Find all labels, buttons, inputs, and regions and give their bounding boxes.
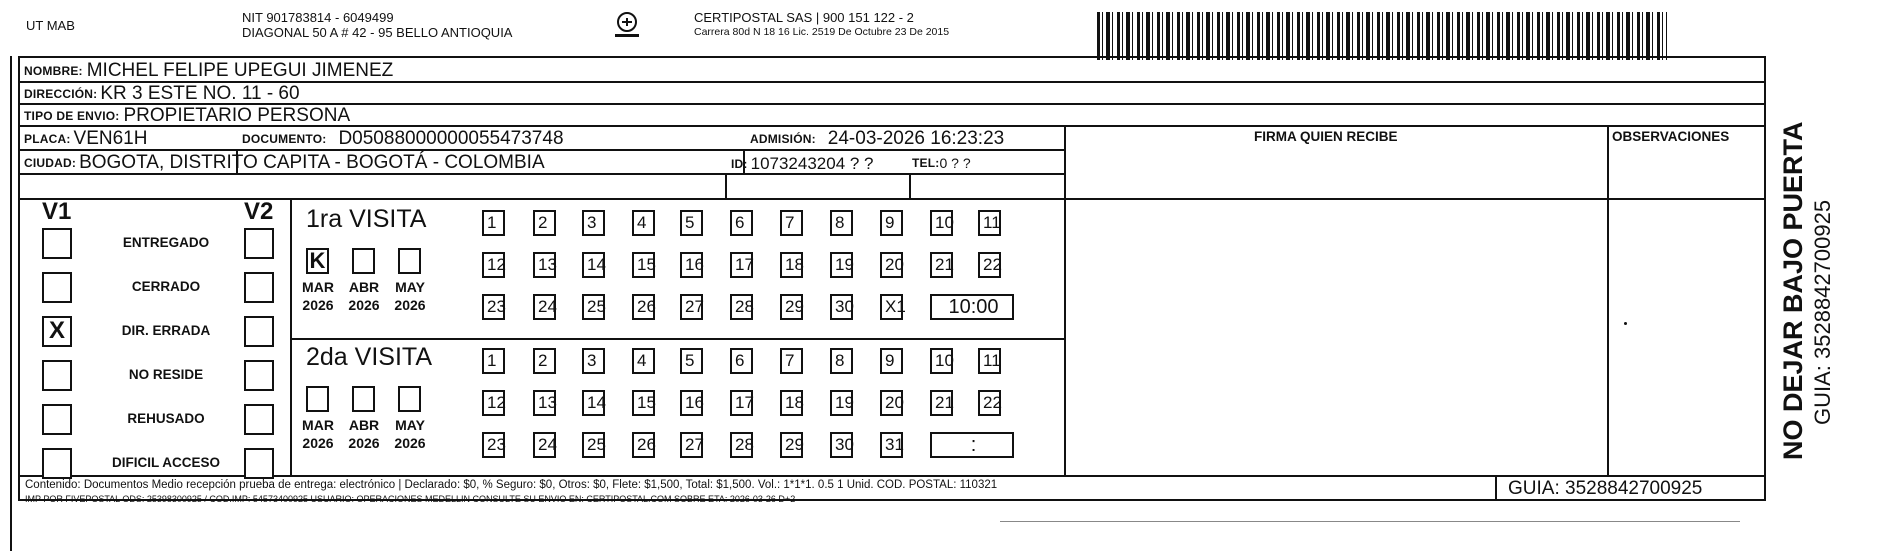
second-visit-day-box[interactable]: 26 — [632, 432, 655, 458]
license: Carrera 80d N 18 16 Lic. 2519 De Octubre 23 De 2015 — [694, 26, 950, 38]
v1-checkbox[interactable]: X — [42, 316, 72, 347]
second-visit-day-box[interactable]: 31 — [880, 432, 903, 458]
first-visit-day-box[interactable]: 23 — [482, 294, 505, 320]
direccion-label: DIRECCIÓN: — [24, 87, 98, 101]
admision-value: 24-03-2026 16:23:23 — [827, 128, 1005, 149]
first-visit-day-box[interactable]: X1 — [880, 294, 903, 320]
second-visit-month-label: MAR 2026 — [302, 417, 334, 451]
footer-content: Contenido: Documentos Medio recepción prueba de entrega: electrónico | Declarado: $0, % Seguro: $0, Otros: $0, Flete: $1,500, Total: $1,500. Vol.: 1*1*1. 0.5 1 Unid. COD. POSTAL: 110321 — [25, 479, 998, 491]
first-visit-day-box[interactable]: 17 — [730, 252, 753, 278]
v2-checkbox[interactable] — [244, 228, 274, 259]
second-visit-month-checkbox[interactable] — [352, 386, 375, 412]
second-visit-day-box[interactable]: 8 — [830, 348, 853, 374]
second-visit-time-box[interactable]: : — [930, 432, 1014, 458]
v1-label: V1 — [42, 198, 72, 225]
tel-row — [912, 155, 971, 171]
documento-label: DOCUMENTO: — [242, 132, 327, 146]
first-visit-day-box[interactable]: 19 — [830, 252, 853, 278]
first-visit-day-box[interactable]: 6 — [730, 210, 753, 236]
first-visit-day-box[interactable]: 20 — [880, 252, 903, 278]
nit: NIT 901783814 - 6049499 — [242, 10, 394, 25]
side-guia: GUIA: 3528842700925 — [1810, 199, 1835, 425]
second-visit-day-box[interactable]: 9 — [880, 348, 903, 374]
second-visit-day-box[interactable]: 17 — [730, 390, 753, 416]
first-visit-day-box[interactable]: 21 — [930, 252, 953, 278]
second-visit-day-box[interactable]: 20 — [880, 390, 903, 416]
ciudad-value: BOGOTA, DISTRITO CAPITA - BOGOTÁ - COLOMBIA — [79, 152, 545, 173]
first-visit-month-label: MAY 2026 — [394, 279, 426, 313]
placa-value: VEN61H — [73, 128, 148, 149]
id-value: 1073243204 ? ? — [750, 154, 874, 173]
first-visit-month-checkbox[interactable] — [352, 248, 375, 274]
v1-checkbox[interactable] — [42, 404, 72, 435]
firma-header: FIRMA QUIEN RECIBE — [1254, 129, 1398, 144]
nombre-label: NOMBRE: — [24, 64, 83, 78]
second-visit-day-box[interactable]: 19 — [830, 390, 853, 416]
second-visit-day-box[interactable]: 25 — [582, 432, 605, 458]
observaciones-header: OBSERVACIONES — [1612, 129, 1730, 144]
direccion-value: KR 3 ESTE NO. 11 - 60 — [100, 83, 300, 104]
certipostal-logo-icon — [612, 9, 642, 39]
v2-checkbox[interactable] — [244, 360, 274, 391]
tel-value: 0 ? ? — [939, 155, 971, 171]
first-visit-day-box[interactable]: 13 — [533, 252, 556, 278]
first-visit-day-box[interactable]: 26 — [632, 294, 655, 320]
first-visit-day-box[interactable]: 27 — [680, 294, 703, 320]
first-visit-day-box[interactable]: 2 — [533, 210, 556, 236]
second-visit-day-box[interactable]: 6 — [730, 348, 753, 374]
second-visit-day-box[interactable]: 12 — [482, 390, 505, 416]
first-visit-day-box[interactable]: 28 — [730, 294, 753, 320]
tipo-envio-label: TIPO DE ENVIO: — [24, 109, 120, 123]
second-visit-day-box[interactable]: 3 — [582, 348, 605, 374]
barcode — [1097, 12, 1667, 60]
admision-row — [750, 128, 1004, 150]
first-visit-day-box[interactable]: 24 — [533, 294, 556, 320]
v2-checkbox[interactable] — [244, 316, 274, 347]
first-visit-day-box[interactable]: 22 — [978, 252, 1001, 278]
left-edge — [10, 56, 12, 551]
second-visit-month-checkbox[interactable] — [398, 386, 421, 412]
certipostal-name: CERTIPOSTAL SAS | 900 151 122 - 2 — [694, 10, 914, 25]
first-visit-day-box[interactable]: 3 — [582, 210, 605, 236]
second-visit-day-box[interactable]: 15 — [632, 390, 655, 416]
first-visit-title: 1ra VISITA — [306, 205, 427, 233]
first-visit-day-box[interactable]: 8 — [830, 210, 853, 236]
documento-row — [242, 128, 564, 150]
first-visit-month-checkbox[interactable] — [398, 248, 421, 274]
first-visit-day-box[interactable]: 29 — [780, 294, 803, 320]
first-visit-day-box[interactable]: 10 — [930, 210, 953, 236]
v1-checkbox[interactable] — [42, 360, 72, 391]
nombre-row — [24, 60, 393, 82]
id-label: ID: — [731, 157, 748, 171]
admision-label: ADMISIÓN: — [750, 132, 816, 146]
first-visit-day-box[interactable]: 9 — [880, 210, 903, 236]
second-visit-day-box[interactable]: 27 — [680, 432, 703, 458]
first-visit-day-box[interactable]: 30 — [830, 294, 853, 320]
status-option-label: DIFICIL ACCESO — [111, 455, 220, 470]
v1-checkbox[interactable] — [42, 272, 72, 303]
first-visit-day-box[interactable]: 7 — [780, 210, 803, 236]
id-row — [731, 154, 874, 174]
placa-row — [24, 128, 147, 150]
status-option-label: CERRADO — [131, 279, 201, 294]
first-visit-day-box[interactable]: 5 — [680, 210, 703, 236]
v1-checkbox[interactable] — [42, 228, 72, 259]
second-visit-day-box[interactable]: 14 — [582, 390, 605, 416]
direccion-row — [24, 83, 300, 105]
second-visit-day-box[interactable]: 23 — [482, 432, 505, 458]
second-visit-day-box[interactable]: 10 — [930, 348, 953, 374]
second-visit-day-box[interactable]: 30 — [830, 432, 853, 458]
footer-guia: GUIA: 3528842700925 — [1508, 478, 1703, 499]
v2-checkbox[interactable] — [244, 404, 274, 435]
status-option-label: DIR. ERRADA — [121, 323, 211, 338]
status-option-label: REHUSADO — [127, 411, 205, 426]
second-visit-day-box[interactable]: 13 — [533, 390, 556, 416]
first-visit-day-box[interactable]: 11 — [978, 210, 1001, 236]
sender-address: DIAGONAL 50 A # 42 - 95 BELLO ANTIOQUIA — [242, 25, 513, 40]
second-visit-day-box[interactable]: 5 — [680, 348, 703, 374]
first-visit-day-box[interactable]: 15 — [632, 252, 655, 278]
second-visit-day-box[interactable]: 11 — [978, 348, 1001, 374]
second-visit-month-label: ABR 2026 — [348, 417, 380, 451]
first-visit-day-box[interactable]: 18 — [780, 252, 803, 278]
documento-value: D05088000000055473748 — [338, 128, 564, 149]
second-visit-day-box[interactable]: 28 — [730, 432, 753, 458]
status-option-label: ENTREGADO — [122, 235, 210, 250]
v2-label: V2 — [244, 198, 274, 225]
observation-mark — [1624, 322, 1627, 325]
side-warning: NO DEJAR BAJO PUERTA — [1778, 121, 1808, 460]
v1-checkbox[interactable] — [42, 448, 72, 479]
first-visit-day-box[interactable]: 4 — [632, 210, 655, 236]
placa-label: PLACA: — [24, 132, 71, 146]
second-visit-day-box[interactable]: 1 — [482, 348, 505, 374]
nombre-value: MICHEL FELIPE UPEGUI JIMENEZ — [86, 60, 394, 81]
first-visit-time-box[interactable]: 10:00 — [930, 294, 1014, 320]
second-visit-day-box[interactable]: 7 — [780, 348, 803, 374]
second-visit-day-box[interactable]: 18 — [780, 390, 803, 416]
ciudad-row — [24, 152, 545, 174]
second-visit-day-box[interactable]: 21 — [930, 390, 953, 416]
first-visit-month-checkbox[interactable]: K — [306, 248, 329, 274]
second-visit-day-box[interactable]: 22 — [978, 390, 1001, 416]
first-visit-month-label: ABR 2026 — [348, 279, 380, 313]
second-visit-day-box[interactable]: 29 — [780, 432, 803, 458]
second-visit-day-box[interactable]: 24 — [533, 432, 556, 458]
second-visit-day-box[interactable]: 16 — [680, 390, 703, 416]
second-visit-title: 2da VISITA — [306, 343, 432, 371]
second-visit-day-box[interactable]: 2 — [533, 348, 556, 374]
first-visit-day-box[interactable]: 25 — [582, 294, 605, 320]
page-rule — [1000, 521, 1740, 522]
status-option-label: NO RESIDE — [128, 367, 204, 382]
first-visit-month-label: MAR 2026 — [302, 279, 334, 313]
second-visit-month-checkbox[interactable] — [306, 386, 329, 412]
v2-checkbox[interactable] — [244, 448, 274, 479]
first-visit-day-box[interactable]: 1 — [482, 210, 505, 236]
first-visit-day-box[interactable]: 16 — [680, 252, 703, 278]
v2-checkbox[interactable] — [244, 272, 274, 303]
tipo-envio-row — [24, 105, 350, 127]
footer-print-info: IMP POR FIVEPOSTAL ODS: 25398300925 / COD.IMP: 54573400925 USUARIO: OPERACIONES MEDELLIN CONSULTE SU ENVIO EN: CERTIPOSTAL.COM SOBRE ETA: 2026-03-26 D+2 — [25, 494, 796, 504]
first-visit-day-box[interactable]: 14 — [582, 252, 605, 278]
ciudad-label: CIUDAD: — [24, 156, 77, 170]
second-visit-day-box[interactable]: 4 — [632, 348, 655, 374]
tel-label: TEL: — [912, 156, 940, 170]
tipo-envio-value: PROPIETARIO PERSONA — [123, 105, 351, 126]
company-name: UT MAB — [26, 18, 75, 33]
first-visit-day-box[interactable]: 12 — [482, 252, 505, 278]
second-visit-month-label: MAY 2026 — [394, 417, 426, 451]
